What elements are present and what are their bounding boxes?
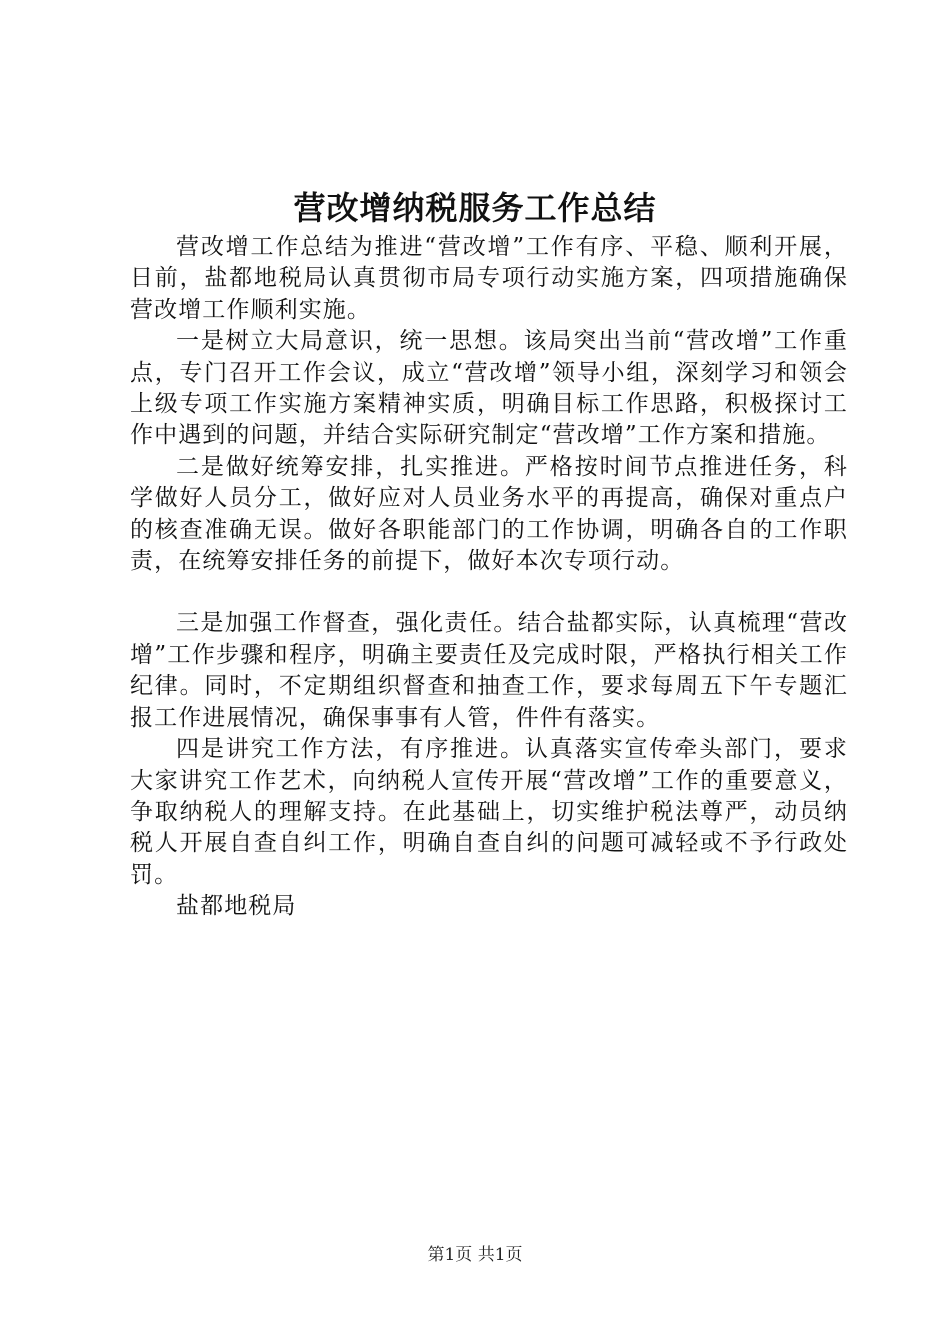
signature: 盐都地税局: [176, 893, 297, 920]
paragraph-intro: 营改增工作总结为推进“营改增”工作有序、平稳、顺利开展，日前，盐都地税局认真贯彻市局专项行动实施方案，四项措施确保营改增工作顺利实施。: [130, 234, 848, 323]
paragraph-point-3: 三是加强工作督查，强化责任。结合盐都实际，认真梳理“营改增”工作步骤和程序，明确主要责任及完成时限，严格执行相关工作纪律。同时，不定期组织督查和抽查工作，要求每周五下午专题汇报工作进展情况，确保事事有人管，件件有落实。: [130, 610, 848, 731]
document-title: 营改增纳税服务工作总结: [293, 189, 657, 227]
page-number-footer: 第1页 共1页: [427, 1245, 523, 1265]
document-body: [130, 232, 848, 923]
paragraph-point-4: 四是讲究工作方法，有序推进。认真落实宣传牵头部门，要求大家讲究工作艺术，向纳税人宣传开展“营改增”工作的重要意义，争取纳税人的理解支持。在此基础上，切实维护税法尊严，动员纳税人开展自查自纠工作，明确自查自纠的问题可减轻或不予行政处罚。: [130, 736, 848, 888]
paragraph-point-1: 一是树立大局意识，统一思想。该局突出当前“营改增”工作重点，专门召开工作会议，成立“营改增”领导小组，深刻学习和领会上级专项工作实施方案精神实质，明确目标工作思路，积极探讨工作中遇到的问题，并结合实际研究制定“营改增”工作方案和措施。: [130, 328, 848, 449]
paragraph-point-2: 二是做好统筹安排，扎实推进。严格按时间节点推进任务，科学做好人员分工，做好应对人员业务水平的再提高，确保对重点户的核查准确无误。做好各职能部门的工作协调，明确各自的工作职责，在统筹安排任务的前提下，做好本次专项行动。: [130, 453, 848, 575]
